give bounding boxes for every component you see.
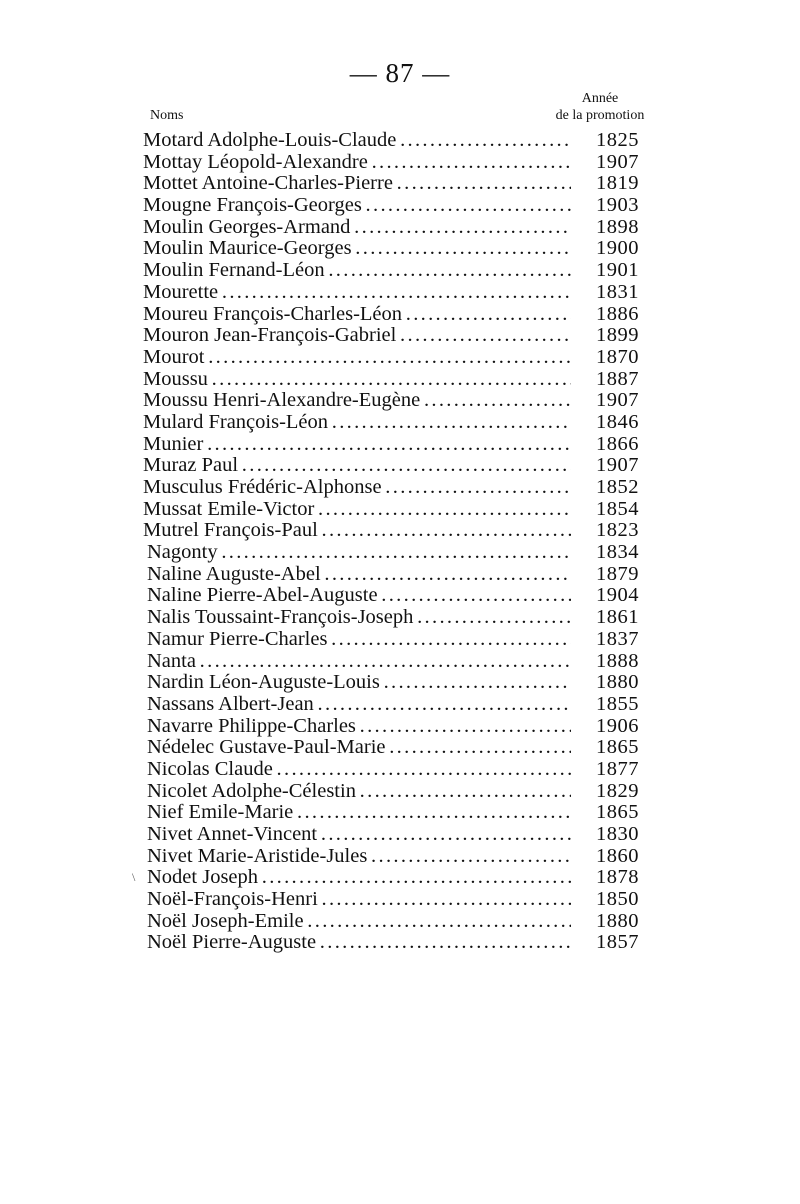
list-item — [0, 477, 800, 499]
page-number: — 87 — — [349, 58, 451, 88]
entry-name: Mussat Emile-Victor . . . — [143, 499, 571, 521]
entry-year: 1887 — [596, 367, 639, 390]
list-item — [0, 651, 800, 673]
entry-year: 1886 — [596, 302, 639, 325]
entry-year: 1906 — [596, 714, 639, 737]
entry-year: 1865 — [596, 736, 639, 759]
name-list — [0, 130, 800, 954]
entry-year: 1888 — [596, 649, 639, 672]
entry-year: 1865 — [596, 801, 639, 824]
entry-name: Mougne François-Georges . . . — [143, 195, 571, 217]
entry-name: Mulard François-Léon . . . — [143, 412, 571, 434]
list-item — [0, 520, 800, 542]
entry-name: Mutrel François-Paul . . . — [143, 520, 571, 542]
list-item — [0, 217, 800, 239]
entry-name: Motard Adolphe-Louis-Claude . . . — [143, 130, 571, 152]
entry-year: 1880 — [596, 909, 639, 932]
list-item — [0, 542, 800, 564]
list-item — [0, 434, 800, 456]
list-item — [0, 629, 800, 651]
entry-name: Mourot . . . — [143, 347, 571, 369]
list-item — [0, 130, 800, 152]
entry-name: Nivet Marie-Aristide-Jules . . . — [147, 846, 571, 868]
entry-name: Noël-François-Henri . . . — [147, 889, 571, 911]
entry-year: 1907 — [596, 150, 639, 173]
entry-name: Nodet Joseph . . . — [147, 867, 571, 889]
list-item — [0, 846, 800, 868]
list-item — [0, 824, 800, 846]
entry-year: 1850 — [596, 888, 639, 911]
entry-name: Nédelec Gustave-Paul-Marie . . . — [147, 737, 571, 759]
entry-year: 1907 — [596, 454, 639, 477]
entry-year: 1877 — [596, 757, 639, 780]
entry-year: 1837 — [596, 627, 639, 650]
entry-name: Mouron Jean-François-Gabriel . . . — [143, 325, 571, 347]
entry-year: 1834 — [596, 541, 639, 564]
entry-year: 1825 — [596, 129, 639, 151]
list-item — [0, 932, 800, 954]
entry-name: Moussu Henri-Alexandre-Eugène . . . — [143, 390, 571, 412]
entry-year: 1904 — [596, 584, 639, 607]
list-item — [0, 716, 800, 738]
entry-year: 1831 — [596, 280, 639, 303]
entry-year: 1861 — [596, 606, 639, 629]
entry-year: 1830 — [596, 823, 639, 845]
list-item — [0, 672, 800, 694]
entry-name: Nanta . . . — [147, 651, 571, 673]
list-item — [0, 152, 800, 174]
list-item — [0, 499, 800, 521]
list-item — [0, 585, 800, 607]
entry-year: 1879 — [596, 562, 639, 585]
entry-year: 1899 — [596, 324, 639, 347]
column-header-year-line1: Année — [581, 91, 619, 106]
entry-name: Muraz Paul . . . — [143, 455, 571, 477]
list-item — [0, 867, 800, 889]
entry-name: Nicolet Adolphe-Célestin . . . — [147, 781, 571, 803]
entry-year: 1903 — [596, 194, 639, 217]
entry-name: Musculus Frédéric-Alphonse . . . — [143, 477, 571, 499]
list-item — [0, 325, 800, 347]
list-item — [0, 694, 800, 716]
entry-year: 1898 — [596, 215, 639, 238]
list-item — [0, 195, 800, 217]
entry-name: Noël Joseph-Emile . . . — [147, 911, 571, 933]
column-header-names: Noms — [150, 108, 184, 123]
entry-year: 1900 — [596, 237, 639, 260]
entry-year: 1823 — [596, 519, 639, 542]
entry-year: 1857 — [596, 931, 639, 954]
entry-year: 1866 — [596, 432, 639, 455]
list-item — [0, 802, 800, 824]
column-header-year — [520, 90, 680, 124]
entry-year: 1901 — [596, 259, 639, 282]
entry-name: Navarre Philippe-Charles . . . — [147, 716, 571, 738]
list-item — [0, 759, 800, 781]
entry-name: Moureu François-Charles-Léon . . . — [143, 304, 571, 326]
entry-name: Moulin Fernand-Léon . . . — [143, 260, 571, 282]
list-item — [0, 238, 800, 260]
list-item — [0, 455, 800, 477]
entry-name: Naline Auguste-Abel . . . — [147, 564, 571, 586]
entry-name: Nardin Léon-Auguste-Louis . . . — [147, 672, 571, 694]
entry-year: 1819 — [596, 172, 639, 195]
entry-name: Nagonty . . . — [147, 542, 571, 564]
list-item — [0, 607, 800, 629]
list-item — [0, 911, 800, 933]
list-item — [0, 412, 800, 434]
entry-name: Mottet Antoine-Charles-Pierre . . . — [143, 173, 571, 195]
entry-name: Nalis Toussaint-François-Joseph . . . — [147, 607, 571, 629]
entry-year: 1829 — [596, 779, 639, 802]
list-item — [0, 564, 800, 586]
entry-year: 1854 — [596, 497, 639, 520]
list-item — [0, 781, 800, 803]
list-item — [0, 390, 800, 412]
entry-year: 1870 — [596, 345, 639, 368]
entry-name: Moussu . . . — [143, 369, 571, 391]
entry-name: Moulin Maurice-Georges . . . — [143, 238, 571, 260]
entry-name: Noël Pierre-Auguste . . . — [147, 932, 571, 954]
list-item — [0, 889, 800, 911]
entry-name: Naline Pierre-Abel-Auguste . . . — [147, 585, 571, 607]
column-header-year-line2: de la promotion — [555, 108, 645, 123]
entry-name: Moulin Georges-Armand . . . — [143, 217, 571, 239]
entry-year: 1852 — [596, 476, 639, 498]
list-item — [0, 347, 800, 369]
entry-name: Nicolas Claude . . . — [147, 759, 571, 781]
entry-name: Nivet Annet-Vincent . . . — [147, 824, 571, 846]
list-item — [0, 304, 800, 326]
entry-name: Nief Emile-Marie . . . — [147, 802, 571, 824]
list-item — [0, 282, 800, 304]
entry-name: Mourette . . . — [143, 282, 571, 304]
list-item — [0, 737, 800, 759]
list-item — [0, 173, 800, 195]
entry-year: 1907 — [596, 389, 639, 412]
entry-name: Mottay Léopold-Alexandre . . . — [143, 152, 571, 174]
entry-year: 1860 — [596, 844, 639, 867]
entry-year: 1880 — [596, 671, 639, 694]
list-item — [0, 369, 800, 391]
margin-tick-mark: \ — [132, 870, 136, 885]
entry-name: Nassans Albert-Jean . . . — [147, 694, 571, 716]
entry-year: 1846 — [596, 410, 639, 433]
entry-name: Namur Pierre-Charles . . . — [147, 629, 571, 651]
list-item — [0, 260, 800, 282]
entry-year: 1855 — [596, 692, 639, 715]
entry-name: Munier . . . — [143, 434, 571, 456]
entry-year: 1878 — [596, 866, 639, 889]
